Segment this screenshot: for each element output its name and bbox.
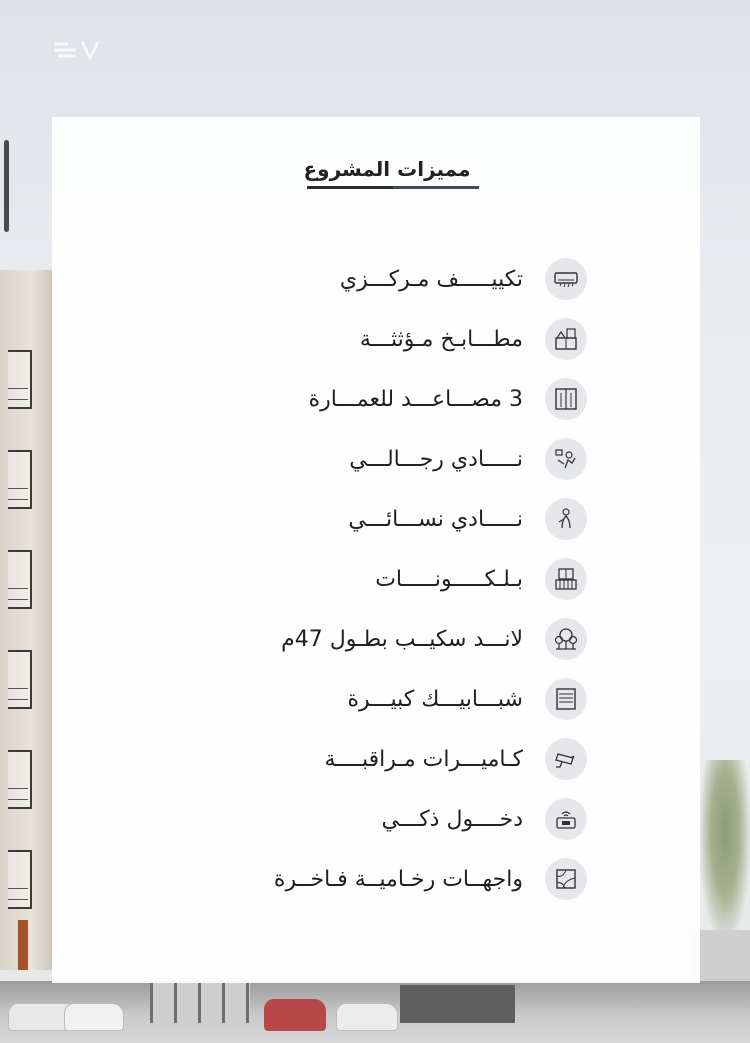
- feature-cameras: [192, 734, 587, 784]
- building-window: [8, 750, 32, 809]
- feature-mens-club: [192, 434, 587, 484]
- background-building: [0, 270, 52, 970]
- feature-womens-club: [192, 494, 587, 544]
- feature-large-windows: [192, 674, 587, 724]
- background-tree: [700, 760, 750, 940]
- feature-label: تكييـــــف مـركـــزي: [339, 266, 523, 292]
- feature-label: كـاميـــرات مـراقبــــة: [324, 746, 523, 772]
- title-underline: [307, 186, 479, 189]
- feature-label: مطـــابـخ مـؤثثـــة: [359, 326, 523, 352]
- balcony-rail: [8, 688, 28, 700]
- feature-label: دخــــول ذكـــي: [381, 806, 523, 832]
- features-card: [52, 117, 700, 983]
- feature-label: لانـــد سكيــب بطـول 47م: [281, 626, 523, 652]
- page-title: مميزات المشروع: [303, 157, 471, 181]
- feature-label: بـلـكـــــونـــــات: [375, 566, 523, 592]
- feature-label: 3 مصـــاعـــد للعمـــارة: [308, 386, 523, 412]
- balcony-rail: [8, 588, 28, 600]
- elevator-icon: [545, 378, 587, 420]
- balcony-rail: [8, 888, 28, 900]
- feature-label: نـــــادي رجـــالـــي: [349, 446, 523, 472]
- feature-balconies: [192, 554, 587, 604]
- building-window: [8, 450, 32, 509]
- parked-car: [64, 1003, 124, 1031]
- kitchen-icon: [545, 318, 587, 360]
- parked-car: [264, 999, 326, 1031]
- balcony-rail: [8, 788, 28, 800]
- feature-label: واجهــات رخـاميــة فـاخــرة: [273, 866, 523, 892]
- window-icon: [545, 678, 587, 720]
- air-conditioner-icon: [545, 258, 587, 300]
- balcony-icon: [545, 558, 587, 600]
- feature-smart-entry: [192, 794, 587, 844]
- smart-entry-icon: [545, 798, 587, 840]
- feature-elevators: [192, 374, 587, 424]
- parked-car: [336, 1003, 398, 1031]
- feature-furnished-kitchens: [192, 314, 587, 364]
- title-underline-accent: [393, 186, 479, 189]
- background-street: [0, 981, 750, 1043]
- feature-label: نـــــادي نســـائـــي: [348, 506, 523, 532]
- womens-gym-icon: [545, 498, 587, 540]
- landscape-tree-icon: [545, 618, 587, 660]
- scroll-indicator: [4, 140, 9, 232]
- logo-watermark: [48, 30, 128, 70]
- feature-landscape: [192, 614, 587, 664]
- shop-front: [150, 983, 250, 1023]
- security-camera-icon: [545, 738, 587, 780]
- glass-front: [400, 985, 515, 1023]
- building-pillar: [18, 920, 28, 970]
- feature-central-ac: [192, 254, 587, 304]
- balcony-rail: [8, 388, 28, 400]
- building-window: [8, 350, 32, 409]
- mens-gym-icon: [545, 438, 587, 480]
- feature-marble-facades: [192, 854, 587, 904]
- building-window: [8, 650, 32, 709]
- feature-label: شبـــابيـــك كبيـــرة: [347, 686, 523, 712]
- marble-facade-icon: [545, 858, 587, 900]
- building-window: [8, 550, 32, 609]
- balcony-rail: [8, 488, 28, 500]
- building-window: [8, 850, 32, 909]
